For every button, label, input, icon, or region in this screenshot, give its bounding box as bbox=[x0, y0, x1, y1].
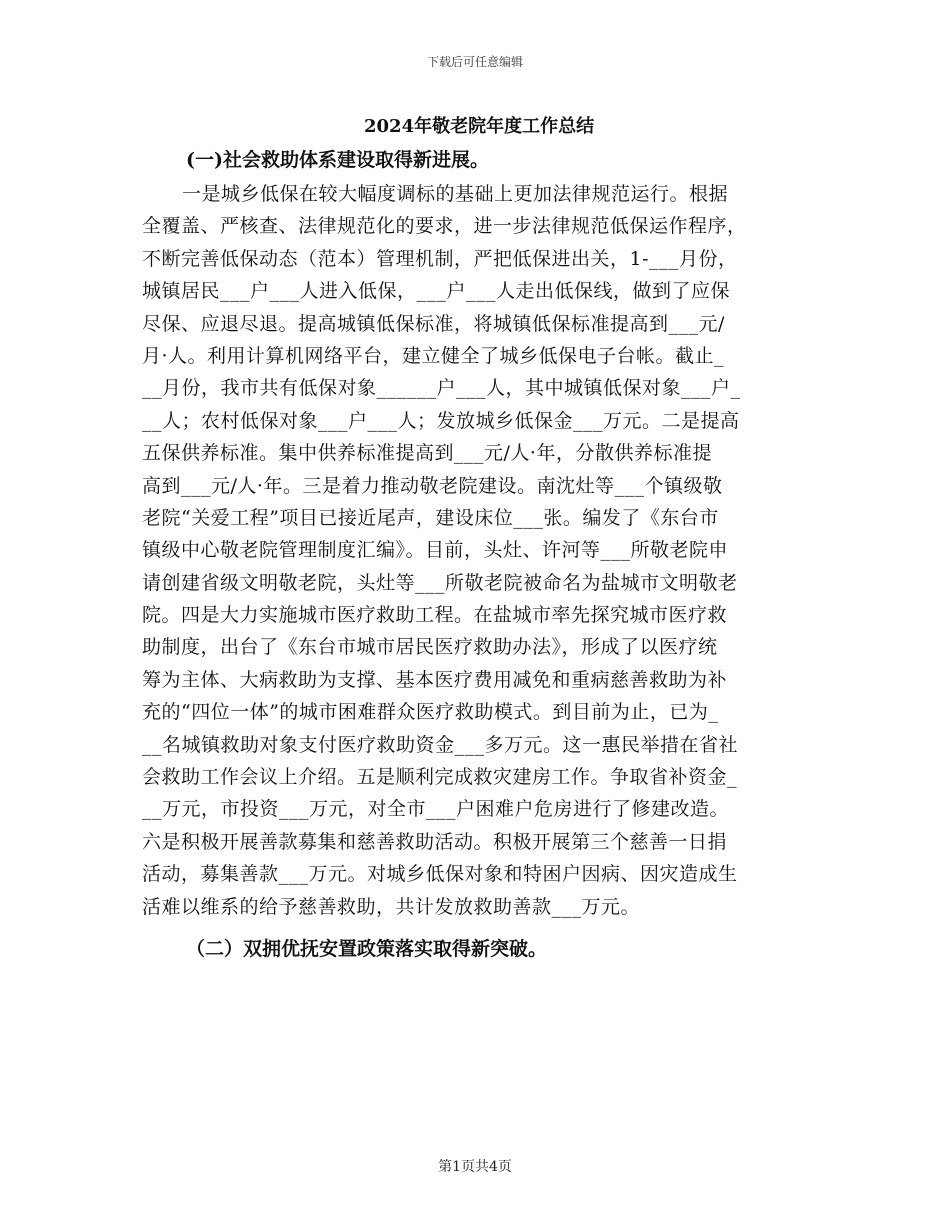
paragraph-line: 会救助工作会议上介绍。五是顺利完成救灾建房工作。争取省补资金_ bbox=[142, 766, 738, 789]
paragraph-line: __名城镇救助对象支付医疗救助资金___多万元。这一惠民举措在省社 bbox=[142, 733, 739, 756]
section-heading-2: （二）双拥优抚安置政策落实取得新突破。 bbox=[186, 937, 548, 960]
paragraph-line: 活难以维系的给予慈善救助，共计发放救助善款___万元。 bbox=[142, 895, 641, 918]
page-footer: 第1页共4页 bbox=[438, 1159, 512, 1175]
paragraph-line: 请创建省级文明敬老院，头灶等___所敬老院被命名为盐城市文明敬老 bbox=[142, 571, 738, 594]
paragraph-line: 月·人。利用计算机网络平台，建立健全了城乡低保电子台帐。截止_ bbox=[142, 344, 725, 367]
paragraph-line: 镇级中心敬老院管理制度汇编》。目前，头灶、许河等___所敬老院申 bbox=[142, 539, 729, 562]
section-heading-1: (一)社会救助体系建设取得新进展。 bbox=[186, 149, 489, 171]
paragraph-line: 充的“四位一体”的城市困难群众医疗救助模式。到目前为止，已为_ bbox=[142, 701, 719, 724]
page-header: 下载后可任意编辑 bbox=[426, 55, 523, 69]
paragraph-line: 一是城乡低保在较大幅度调标的基础上更加法律规范运行。根据 bbox=[182, 183, 729, 205]
paragraph-line: 活动，募集善款___万元。对城乡低保对象和特困户因病、因灾造成生 bbox=[142, 863, 738, 886]
paragraph-line: 五保供养标准。集中供养标准提高到___元/人·年，分散供养标准提 bbox=[142, 442, 712, 465]
paragraph-line: 全覆盖、严核查、法律规范化的要求，进一步法律规范低保运作程序， bbox=[142, 215, 747, 238]
paragraph-line: 尽保、应退尽退。提高城镇低保标准，将城镇低保标准提高到___元/ bbox=[142, 312, 725, 335]
paragraph-line: 筹为主体、大病救助为支撑、基本医疗费用减免和重病慈善救助为补 bbox=[142, 668, 728, 691]
document-body bbox=[142, 112, 806, 967]
paragraph-line: 不断完善低保动态（范本）管理机制，严把低保进出关，1-___月份， bbox=[142, 247, 738, 270]
paragraph-line: 高到___元/人·年。三是着力推动敬老院建设。南沈灶等___个镇级敬 bbox=[142, 474, 723, 497]
paragraph-line: 院。四是大力实施城市医疗救助工程。在盐城市率先探究城市医疗救 bbox=[142, 604, 728, 627]
paragraph-line: 城镇居民___户___人进入低保，___户___人走出低保线，做到了应保 bbox=[142, 280, 731, 303]
paragraph-line: __人；农村低保对象___户___人；发放城乡低保金___万元。二是提高 bbox=[142, 409, 740, 432]
document-title: 2024年敬老院年度工作总结 bbox=[364, 116, 595, 137]
section-1-paragraph bbox=[142, 178, 806, 923]
paragraph-line: 老院“关爱工程”项目已接近尾声，建设床位___张。编发了《东台市 bbox=[142, 506, 719, 529]
paragraph-line: 助制度，出台了《东台市城市居民医疗救助办法》，形成了以医疗统 bbox=[142, 636, 718, 659]
paragraph-line: __月份，我市共有低保对象______户___人，其中城镇低保对象___户_ bbox=[142, 377, 741, 400]
paragraph-line: 六是积极开展善款募集和慈善救助活动。积极开展第三个慈善一日捐 bbox=[142, 830, 728, 853]
paragraph-line: __万元，市投资___万元，对全市___户困难户危房进行了修建改造。 bbox=[142, 798, 730, 821]
